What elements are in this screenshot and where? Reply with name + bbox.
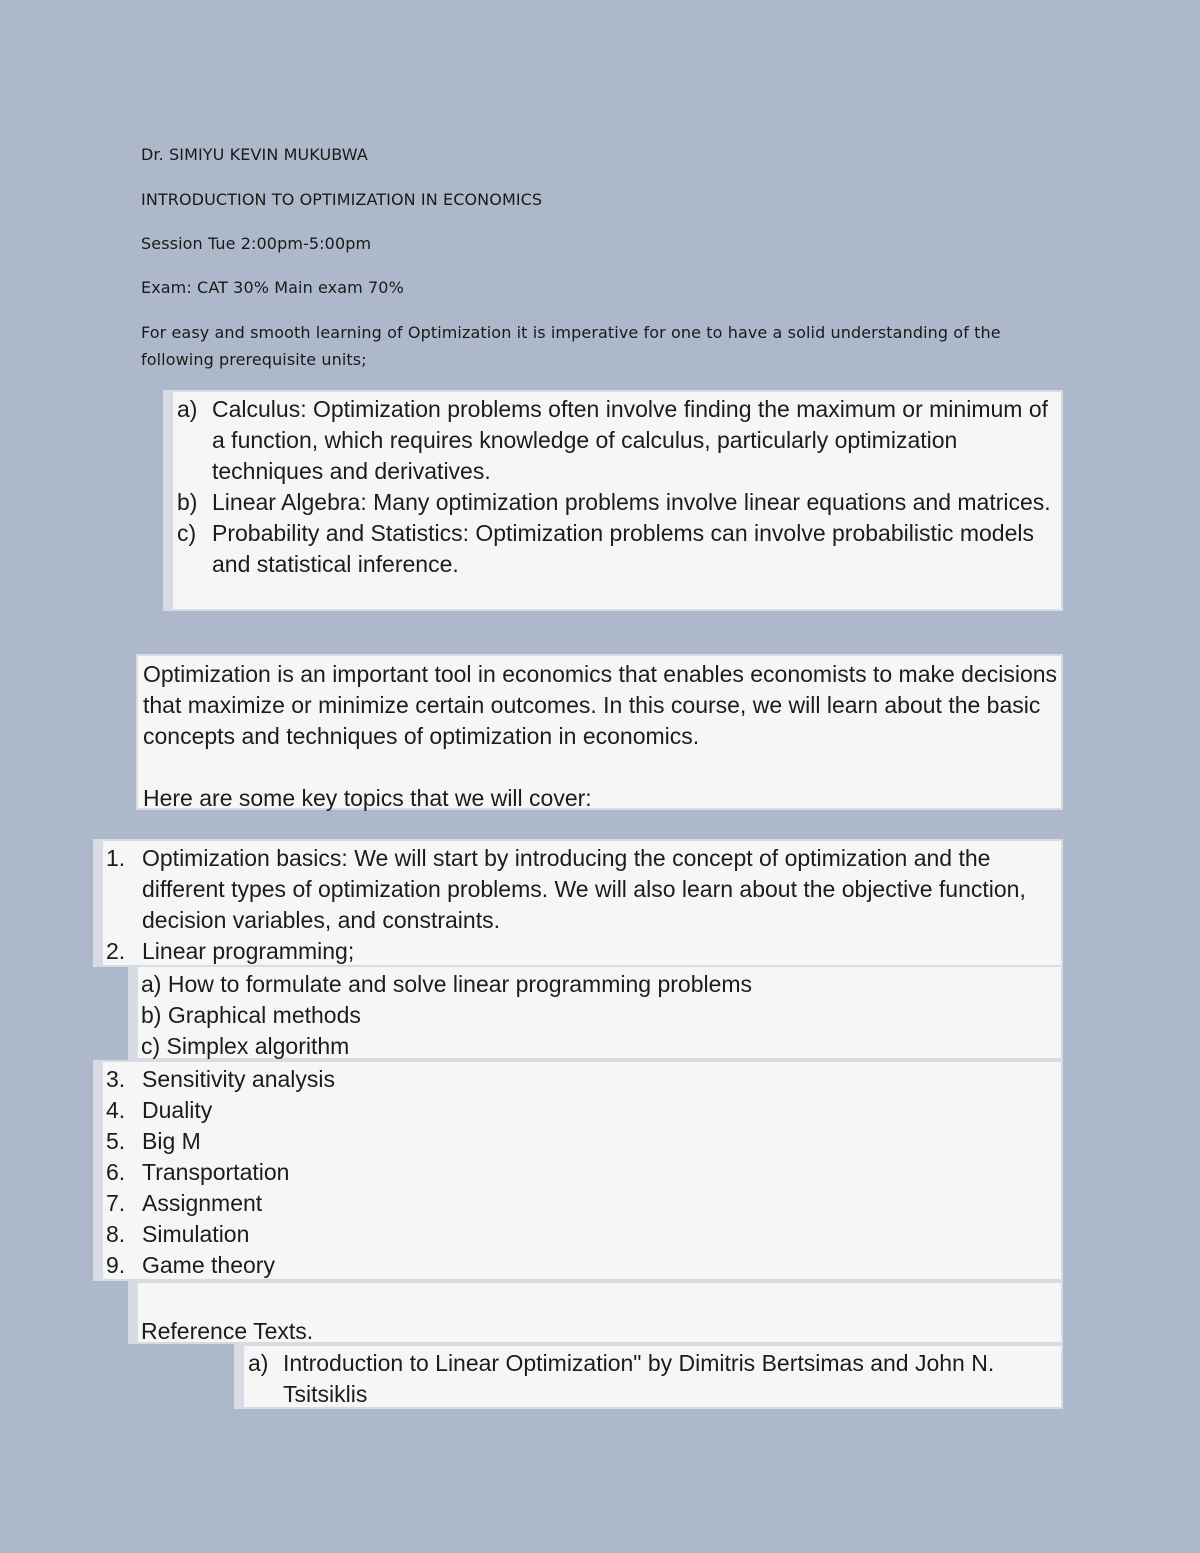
list-marker: 9. — [106, 1252, 126, 1278]
topic-item — [106, 1219, 1061, 1250]
exam-info: Exam: CAT 30% Main exam 70% — [141, 278, 404, 297]
topic-item — [106, 843, 1061, 936]
list-marker: 3. — [106, 1066, 126, 1092]
list-item-text: Introduction to Linear Optimization" by Dimitris Bertsimas and John N. Tsitsiklis — [283, 1350, 995, 1407]
references-list — [248, 1348, 1061, 1410]
list-item-text: Assignment — [142, 1190, 263, 1216]
lp-subtopic-item: b) Graphical methods — [141, 1002, 361, 1028]
topics-box-first — [93, 839, 1063, 967]
overview-paragraph: Optimization is an important tool in economics that enables economists to make decisions that maximize or minimize certain outcomes. In this course, we will learn about the basic concepts and techniques of optimization in economics. — [143, 661, 1058, 749]
list-item-text: Linear programming; — [142, 938, 355, 964]
references-heading-box — [128, 1281, 1063, 1344]
prerequisite-intro: For easy and smooth learning of Optimization it is imperative for one to have a solid understanding of the following prerequisite units; — [141, 323, 1001, 369]
author-name: Dr. SIMIYU KEVIN MUKUBWA — [141, 145, 368, 164]
list-marker: 5. — [106, 1128, 126, 1154]
course-title: INTRODUCTION TO OPTIMIZATION IN ECONOMICS — [141, 190, 543, 209]
list-item-text: Big M — [142, 1128, 201, 1154]
list-marker: 8. — [106, 1221, 126, 1247]
topics-list-first — [106, 843, 1061, 967]
topic-item — [106, 1126, 1061, 1157]
reference-item — [248, 1348, 1061, 1410]
list-item-text: Linear Algebra: Many optimization problems involve linear equations and matrices. — [212, 489, 1051, 515]
topic-item — [106, 1095, 1061, 1126]
list-item-text: Probability and Statistics: Optimization problems can involve probabilistic models and statistical inference. — [212, 520, 1034, 577]
blank-line — [143, 752, 1061, 783]
list-item-text: Transportation — [142, 1159, 290, 1185]
prerequisite-item-linear-algebra — [177, 487, 1057, 518]
lp-subtopics-box — [128, 965, 1063, 1060]
topics-list-rest — [106, 1064, 1061, 1281]
list-marker: b) — [177, 489, 198, 515]
topic-item — [106, 936, 1061, 967]
list-marker: 7. — [106, 1190, 126, 1216]
topic-item — [106, 1250, 1061, 1281]
topic-item — [106, 1157, 1061, 1188]
list-marker: a) — [177, 396, 198, 422]
list-marker: 4. — [106, 1097, 126, 1123]
list-marker: 1. — [106, 845, 126, 871]
overview-box — [136, 654, 1063, 810]
topic-item — [106, 1188, 1061, 1219]
list-marker: 2. — [106, 938, 126, 964]
prerequisite-list — [177, 394, 1057, 580]
list-item-text: Duality — [142, 1097, 213, 1123]
list-item-text: Game theory — [142, 1252, 275, 1278]
prerequisites-box — [163, 390, 1063, 611]
list-marker: c) — [177, 520, 197, 546]
prerequisite-item-probability — [177, 518, 1057, 580]
lp-subtopic-item: a) How to formulate and solve linear programming problems — [141, 971, 753, 997]
blank-line — [141, 1285, 1061, 1316]
references-box — [234, 1344, 1063, 1409]
list-marker: 6. — [106, 1159, 126, 1185]
list-item-text: Optimization basics: We will start by introducing the concept of optimization and the different types of optimization problems. We will also learn about the objective function, decision variables, and constraints. — [142, 845, 1026, 933]
lp-subtopic-item: c) Simplex algorithm — [141, 1033, 350, 1059]
topics-box-rest — [93, 1060, 1063, 1281]
list-item-text: Simulation — [142, 1221, 250, 1247]
topic-item — [106, 1064, 1061, 1095]
list-item-text: Sensitivity analysis — [142, 1066, 336, 1092]
session-info: Session Tue 2:00pm-5:00pm — [141, 234, 372, 253]
list-item-text: Calculus: Optimization problems often involve finding the maximum or minimum of a function, which requires knowledge of calculus, particularly optimization techniques and derivatives. — [212, 396, 1048, 484]
references-heading: Reference Texts. — [141, 1318, 314, 1344]
topics-lead: Here are some key topics that we will cover: — [143, 785, 592, 811]
list-marker: a) — [248, 1350, 269, 1376]
prerequisite-item-calculus — [177, 394, 1057, 487]
lp-subtopics-list — [141, 969, 1061, 1062]
